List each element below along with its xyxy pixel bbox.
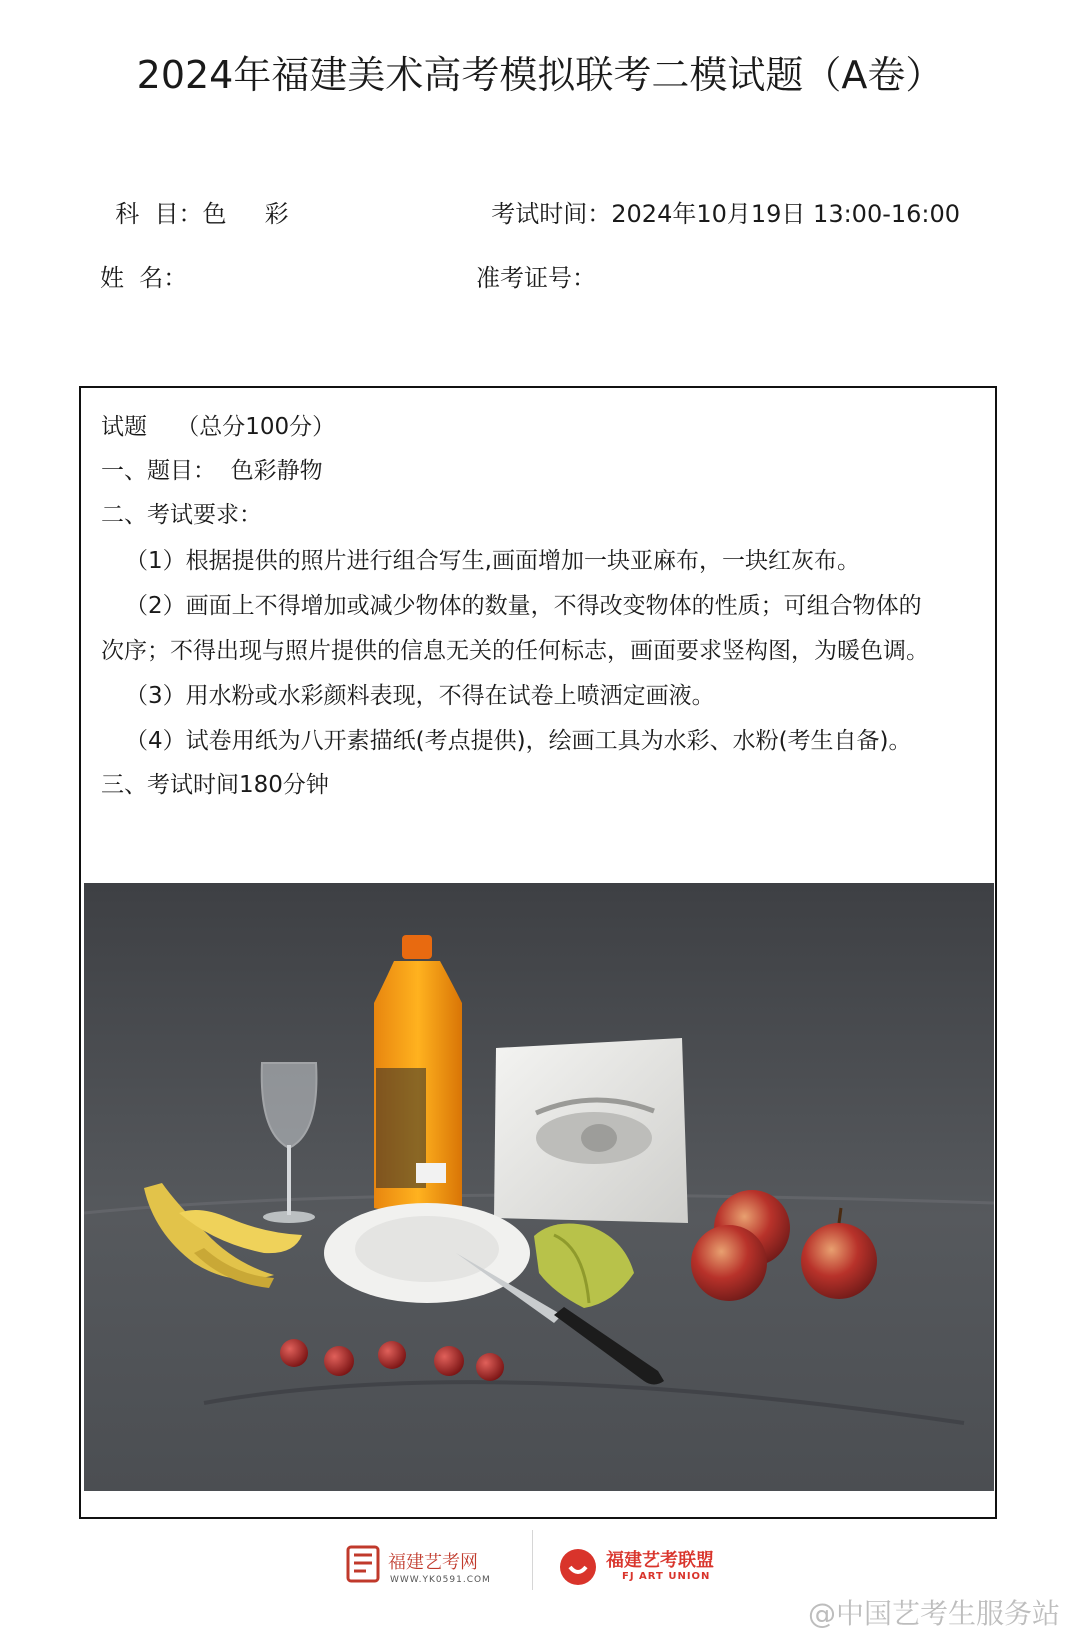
logo2-sub: FJ ART UNION bbox=[622, 1571, 711, 1582]
exam-time-value: 2024年10月19日 13:00-16:00 bbox=[611, 200, 961, 228]
question-topic: 一、题目： 色彩静物 bbox=[101, 458, 323, 484]
logo1-name: 福建艺考网 bbox=[388, 1552, 478, 1573]
requirements-heading: 二、考试要求： bbox=[101, 502, 262, 528]
still-life-photo bbox=[84, 883, 994, 1491]
admission-id-label: 准考证号： bbox=[476, 264, 596, 292]
logo1-url: WWW.YK0591.COM bbox=[390, 1575, 491, 1585]
exam-duration: 三、考试时间180分钟 bbox=[101, 772, 329, 798]
logo2-name: 福建艺考联盟 bbox=[606, 1550, 714, 1571]
requirement-1: （1）根据提供的照片进行组合写生,画面增加一块亚麻布，一块红灰布。 bbox=[125, 548, 860, 574]
page-title: 2024年福建美术高考模拟联考二模试题（A卷） bbox=[136, 53, 944, 97]
subject-value: 色 彩 bbox=[202, 200, 289, 228]
requirement-2: （2）画面上不得增加或减少物体的数量，不得改变物体的性质；可组合物体的 bbox=[125, 593, 922, 619]
exam-time-row bbox=[476, 166, 960, 229]
white-plate bbox=[324, 1203, 530, 1303]
requirement-3: （3）用水粉或水彩颜料表现，不得在试卷上喷洒定画液。 bbox=[125, 683, 715, 709]
name-label: 姓 名： bbox=[100, 264, 188, 292]
fj-art-union-icon bbox=[558, 1547, 598, 1587]
requirement-4: （4）试卷用纸为八开素描纸(考点提供)，绘画工具为水彩、水粉(考生自备)。 bbox=[125, 728, 912, 754]
subject-row bbox=[100, 166, 289, 229]
plaster-eye-cast bbox=[494, 1038, 688, 1223]
subject-label: 科 目： bbox=[115, 200, 203, 228]
exam-heading: 试题 （总分100分） bbox=[101, 414, 336, 440]
watermark-text: @中国艺考生服务站 bbox=[808, 1597, 1061, 1630]
requirement-2-continued: 次序；不得出现与照片提供的信息无关的任何标志，画面要求竖构图，为暖色调。 bbox=[101, 638, 929, 664]
exam-time-label: 考试时间： bbox=[491, 200, 612, 228]
exam-question-box bbox=[79, 386, 997, 1519]
footer-divider bbox=[532, 1530, 533, 1590]
